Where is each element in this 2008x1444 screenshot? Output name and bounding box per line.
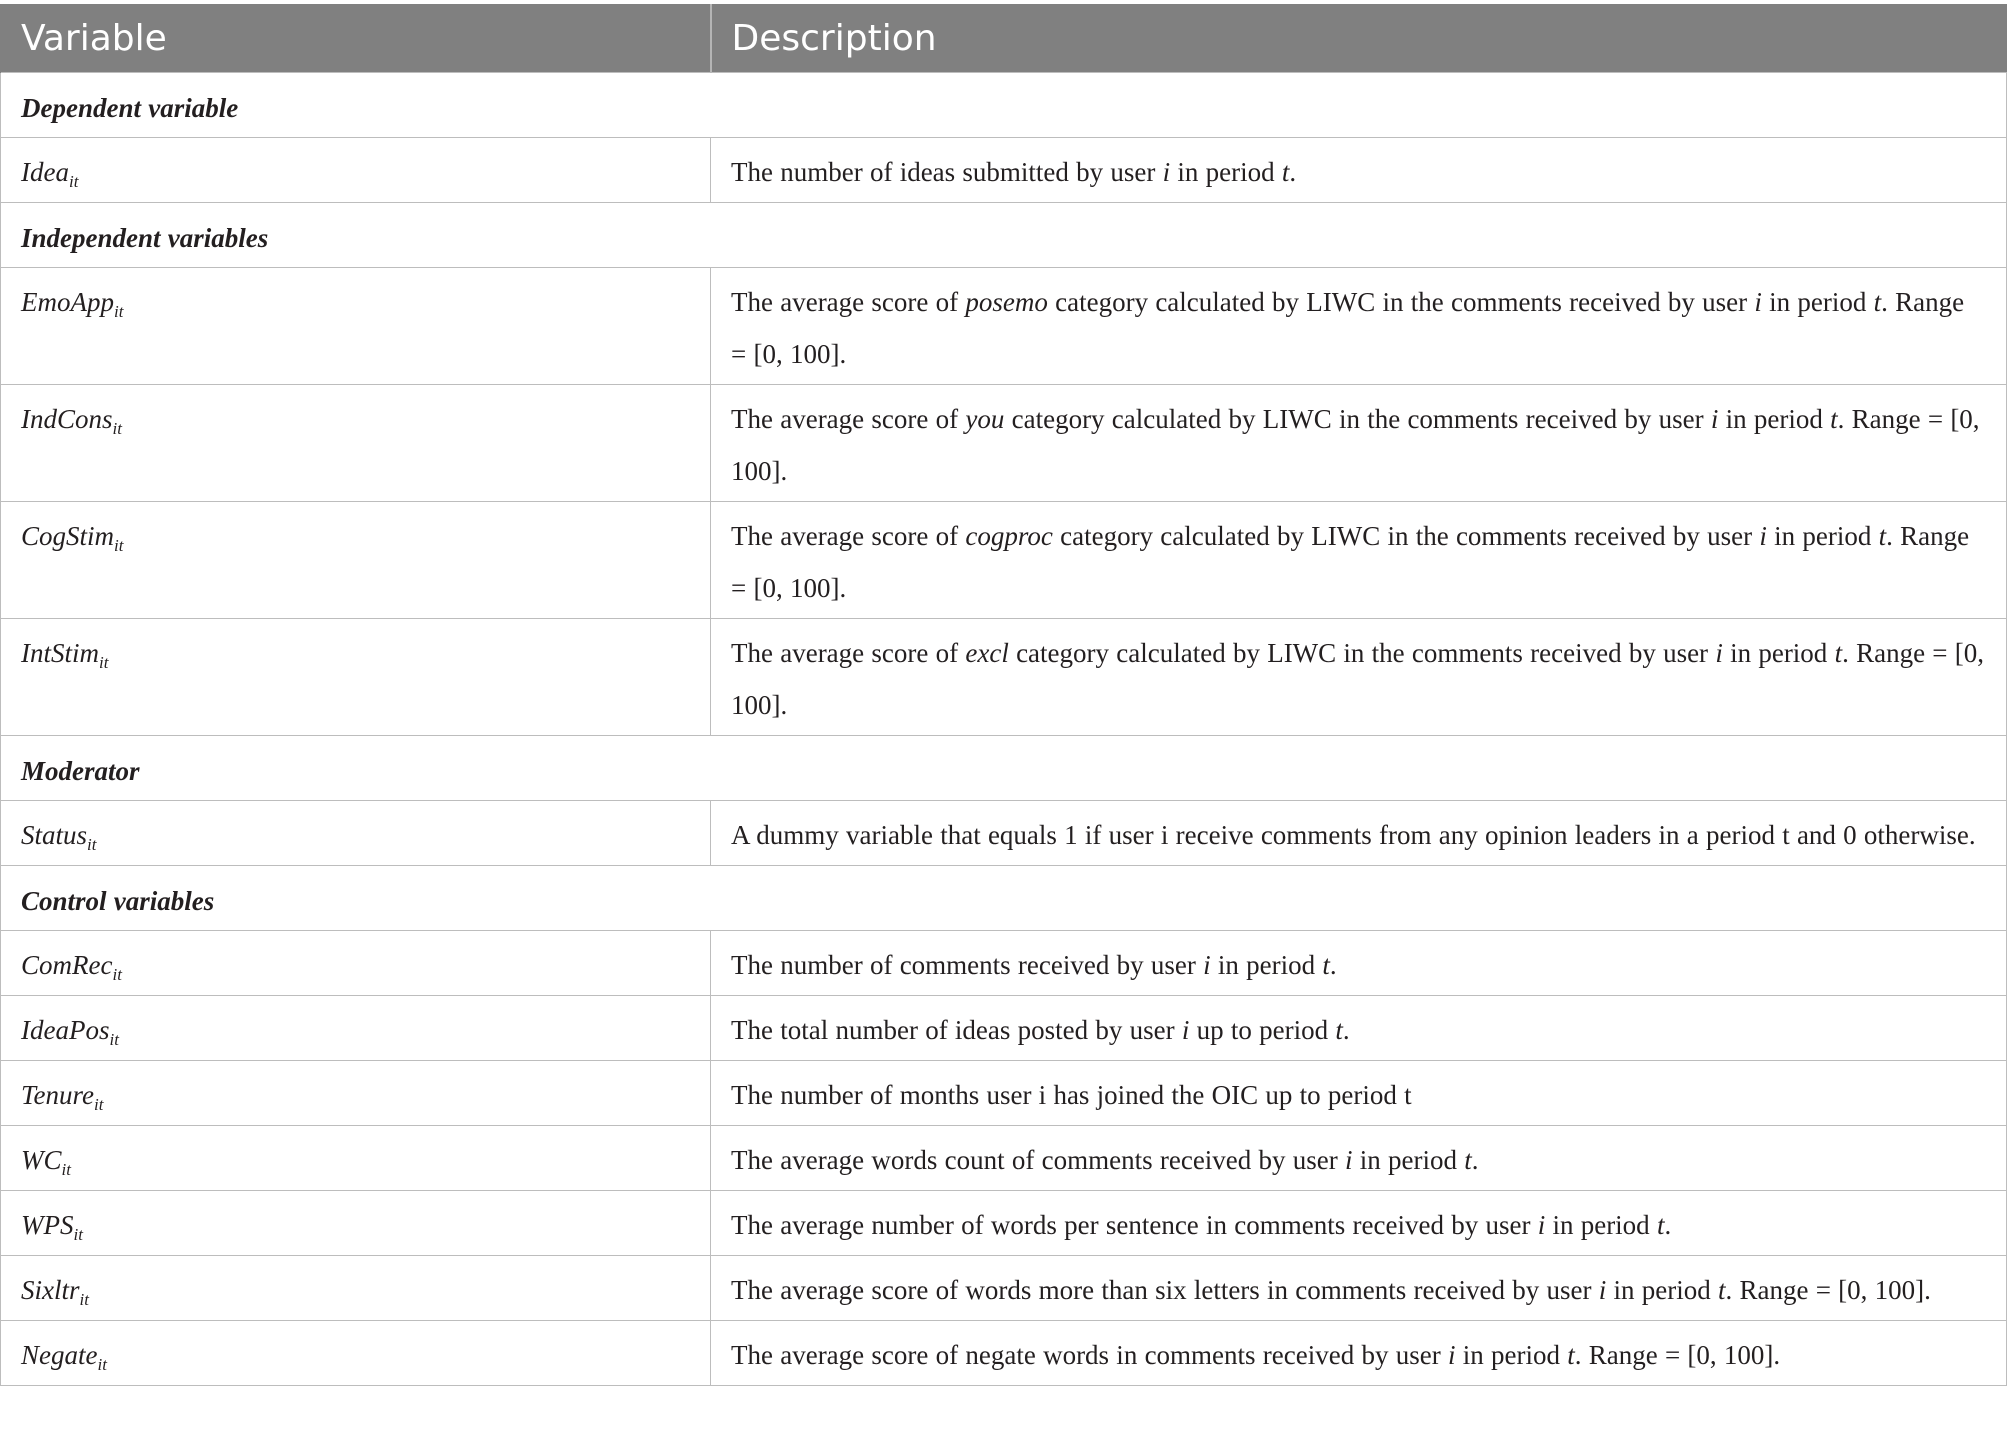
variable-name: Sixltr <box>21 1275 80 1305</box>
variable-name: WPS <box>21 1210 74 1240</box>
variable-cell <box>1 1191 711 1256</box>
variable-cell <box>1 801 711 866</box>
variable-cell <box>1 1321 711 1386</box>
table-row <box>1 1191 2007 1256</box>
table-row <box>1 385 2007 502</box>
variable-name: Idea <box>21 157 69 187</box>
description-cell: The number of ideas submitted by user i in period t. <box>711 138 2007 203</box>
description-cell: The total number of ideas posted by user i up to period t. <box>711 996 2007 1061</box>
section-title: Independent variables <box>1 203 2007 268</box>
table-row <box>1 1126 2007 1191</box>
section-title: Control variables <box>1 866 2007 931</box>
description-cell: The average score of you category calculated by LIWC in the comments received by user i in period t. Range = [0, 100]. <box>711 385 2007 502</box>
variable-cell <box>1 996 711 1061</box>
description-cell: The average number of words per sentence in comments received by user i in period t. <box>711 1191 2007 1256</box>
section-row <box>1 736 2007 801</box>
variable-name: Tenure <box>21 1080 95 1110</box>
variable-name: Status <box>21 820 88 850</box>
variable-subscript: it <box>94 1095 104 1114</box>
variable-name: IdeaPos <box>21 1015 110 1045</box>
table-row <box>1 801 2007 866</box>
table-row <box>1 619 2007 736</box>
description-cell: The average score of words more than six letters in comments received by user i in period t. Range = [0, 100]. <box>711 1256 2007 1321</box>
header-row <box>1 4 2007 73</box>
section-title: Moderator <box>1 736 2007 801</box>
table-row <box>1 138 2007 203</box>
table-row <box>1 1256 2007 1321</box>
variables-table <box>0 4 2007 1386</box>
table-row <box>1 931 2007 996</box>
variable-cell <box>1 1126 711 1191</box>
variable-subscript: it <box>99 653 109 672</box>
description-cell: A dummy variable that equals 1 if user i receive comments from any opinion leaders in a period t and 0 otherwise. <box>711 801 2007 866</box>
variable-cell <box>1 138 711 203</box>
table-row <box>1 502 2007 619</box>
description-cell: The average score of cogproc category calculated by LIWC in the comments received by user i in period t. Range = [0, 100]. <box>711 502 2007 619</box>
variable-subscript: it <box>87 835 97 854</box>
header-variable: Variable <box>1 4 711 73</box>
variable-name: EmoApp <box>21 287 114 317</box>
section-row <box>1 203 2007 268</box>
variable-subscript: it <box>68 172 79 191</box>
variable-subscript: it <box>73 1225 83 1244</box>
table-body <box>1 73 2007 1386</box>
variable-name: ComRec <box>21 950 113 980</box>
section-row <box>1 73 2007 138</box>
variable-name: IntStim <box>21 638 99 668</box>
variable-subscript: it <box>112 965 122 984</box>
table-row <box>1 1321 2007 1386</box>
description-cell: The number of comments received by user i in period t. <box>711 931 2007 996</box>
variable-subscript: it <box>109 1030 119 1049</box>
variable-name: CogStim <box>21 521 115 551</box>
variable-subscript: it <box>61 1160 71 1179</box>
section-title: Dependent variable <box>1 73 2007 138</box>
variable-cell <box>1 931 711 996</box>
variable-cell <box>1 385 711 502</box>
variable-subscript: it <box>112 419 122 438</box>
description-cell: The average words count of comments received by user i in period t. <box>711 1126 2007 1191</box>
table-row <box>1 996 2007 1061</box>
variable-subscript: it <box>114 536 124 555</box>
table-row <box>1 268 2007 385</box>
variable-cell <box>1 619 711 736</box>
header-description: Description <box>711 4 2007 73</box>
description-cell: The average score of excl category calculated by LIWC in the comments received by user i in period t. Range = [0, 100]. <box>711 619 2007 736</box>
variable-name: IndCons <box>21 404 113 434</box>
table-row <box>1 1061 2007 1126</box>
variable-subscript: it <box>97 1355 107 1374</box>
variable-subscript: it <box>79 1290 89 1309</box>
variable-subscript: it <box>113 302 124 321</box>
description-cell: The average score of posemo category calculated by LIWC in the comments received by user i in period t. Range = [0, 100]. <box>711 268 2007 385</box>
variable-cell <box>1 1256 711 1321</box>
description-cell: The average score of negate words in comments received by user i in period t. Range = [0, 100]. <box>711 1321 2007 1386</box>
variable-name: Negate <box>21 1340 98 1370</box>
variable-cell <box>1 268 711 385</box>
variable-name: WC <box>21 1145 62 1175</box>
variable-cell <box>1 1061 711 1126</box>
section-row <box>1 866 2007 931</box>
description-cell: The number of months user i has joined the OIC up to period t <box>711 1061 2007 1126</box>
variable-cell <box>1 502 711 619</box>
